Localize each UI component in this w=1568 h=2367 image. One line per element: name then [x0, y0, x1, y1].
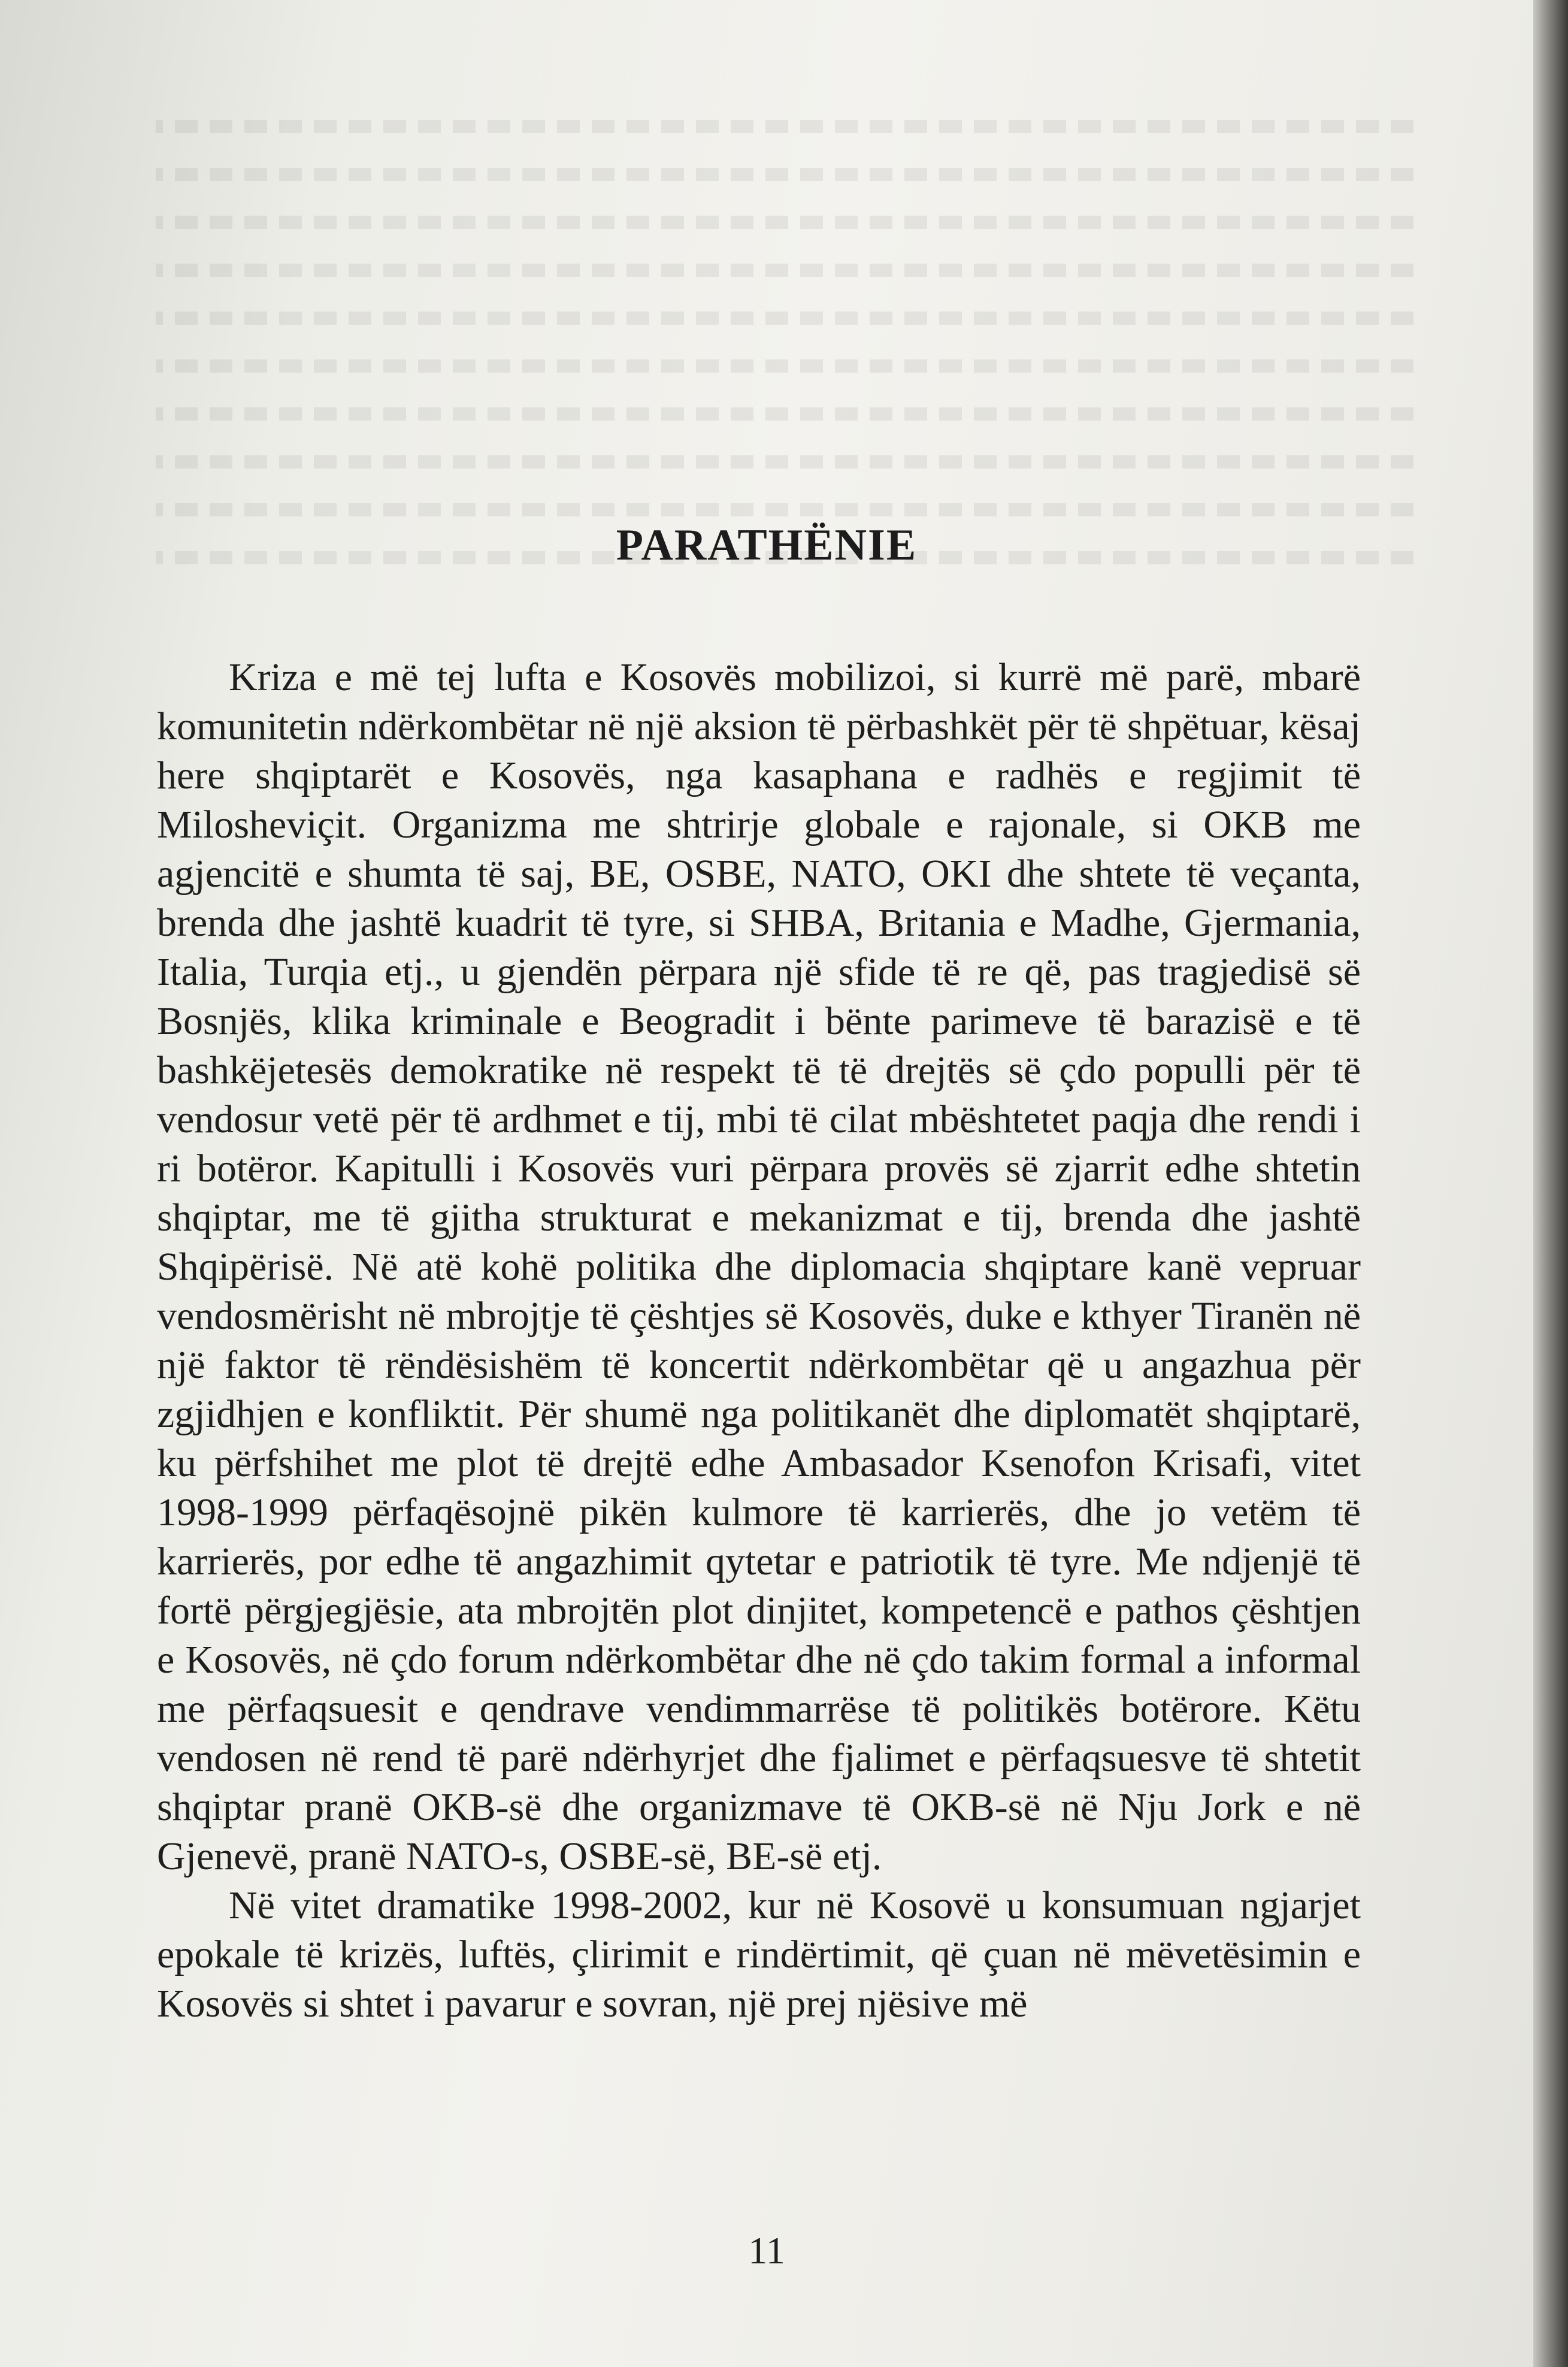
page-title: PARATHËNIE	[616, 521, 918, 570]
page-edge-shadow	[1533, 0, 1568, 2367]
body-text	[157, 653, 1361, 2029]
paragraph-2: Në vitet dramatike 1998-2002, kur në Kosovë u konsumuan ngjarjet epokale të krizës, luftës, çlirimit e rindërtimit, që çuan në mëvetësimin e Kosovës si shtet i pavarur e sovran, një prej njësive më	[157, 1884, 1361, 2026]
show-through-text	[156, 120, 1413, 659]
page-number: 11	[748, 2229, 785, 2272]
paragraph-1: Kriza e më tej lufta e Kosovës mobilizoi, si kurrë më parë, mbarë komunitetin ndërkombëtar në një aksion të përbashkët për të shpëtuar, kësaj here shqiptarët e Kosovës, nga kasaphana e radhës e regjimit të Milosheviçit. Organizma me shtrirje globale e rajonale, si OKB me agjencitë e shumta të saj, BE, OSBE, NATO, OKI dhe shtete të veçanta, brenda dhe jashtë kuadrit të tyre, si SHBA, Britania e Madhe, Gjermania, Italia, Turqia etj., u gjendën përpara një sfide të re që, pas tragjedisë së Bosnjës, klika kriminale e Beogradit i bënte parimeve të barazisë e të bashkëjetesës demokratike në respekt të të drejtës së çdo populli për të vendosur vetë për të ardhmet e tij, mbi të cilat mbështetet paqja dhe rendi i ri botëror. Kapitulli i Kosovës vuri përpara provës së zjarrit edhe shtetin shqiptar, me të gjitha strukturat e mekanizmat e tij, brenda dhe jashtë Shqipërisë. Në atë kohë politika dhe diplomacia shqiptare kanë vepruar vendosmërisht në mbrojtje të çështjes së Kosovës, duke e kthyer Tiranën në një faktor të rëndësishëm të koncertit ndërkombëtar që u angazhua për zgjidhjen e konfliktit. Për shumë nga politikanët dhe diplomatët shqiptarë, ku përfshihet me plot të drejtë edhe Ambasador Ksenofon Krisafi, vitet 1998-1999 përfaqësojnë pikën kulmore të karrierës, dhe jo vetëm të karrierës, por edhe të angazhimit qytetar e patriotik të tyre. Me ndjenjë të fortë përgjegjësie, ata mbrojtën plot dinjitet, kompetencë e pathos çështjen e Kosovës, në çdo forum ndërkombëtar dhe në çdo takim formal a informal me përfaqsuesit e qendrave vendimmarrëse të politikës botërore. Këtu vendosen në rend të parë ndërhyrjet dhe fjalimet e përfaqsuesve të shtetit shqiptar pranë OKB-së dhe organizmave të OKB-së në Nju Jork e në Gjenevë, pranë NATO-s, OSBE-së, BE-së etj.	[157, 655, 1361, 1878]
